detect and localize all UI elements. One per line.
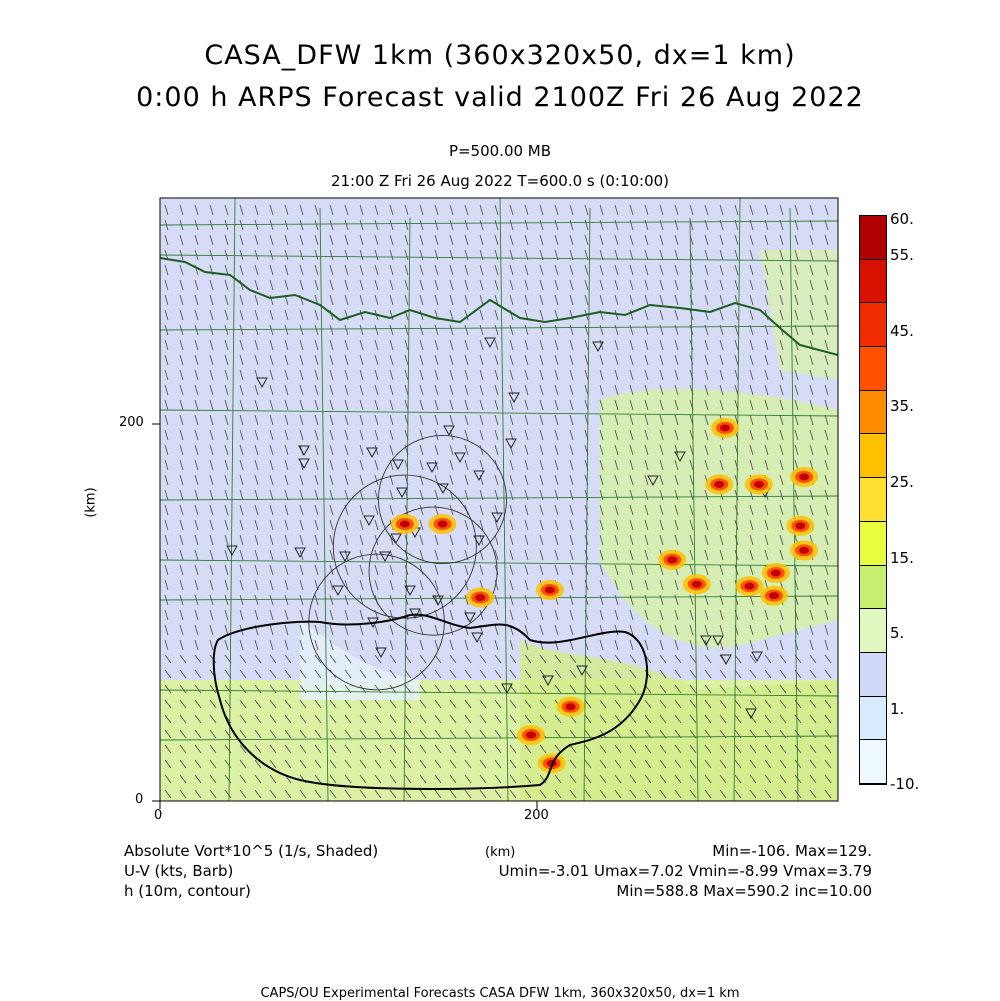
vorticity-core (438, 520, 448, 527)
vorticity-core (799, 473, 809, 480)
chart-title-line1: CASA_DFW 1km (360x320x50, dx=1 km) (204, 40, 796, 71)
colorbar-label: 1. (890, 700, 905, 718)
colorbar-swatch (860, 697, 886, 741)
vorticity-maximum (557, 697, 585, 717)
vorticity-maximum (536, 580, 564, 600)
plot-area (160, 198, 838, 801)
vorticity-core (714, 481, 724, 488)
barb-variable-label: U-V (kts, Barb) (124, 862, 234, 880)
vorticity-core (526, 732, 536, 739)
x-tick-label-200: 200 (524, 808, 549, 823)
vorticity-core (400, 520, 410, 527)
colorbar-label: 15. (890, 549, 914, 567)
vorticity-maximum (735, 576, 763, 596)
vorticity-maximum (466, 587, 494, 607)
colorbar-label: 35. (890, 397, 914, 415)
vorticity-core (692, 581, 702, 588)
colorbar-label: 45. (890, 322, 914, 340)
y-axis-label: (km) (83, 487, 99, 518)
y-tick-label-200: 200 (119, 415, 144, 430)
contour-variable-label: h (10m, contour) (124, 882, 251, 900)
colorbar-swatch (860, 347, 886, 391)
vorticity-maximum (683, 574, 711, 594)
vorticity-maximum (745, 474, 773, 494)
vorticity-maximum (705, 474, 733, 494)
vorticity-core (795, 522, 805, 529)
vorticity-maximum (760, 586, 788, 606)
vorticity-maximum (429, 514, 457, 534)
colorbar-swatch (860, 434, 886, 478)
chart-title-line2: 0:00 h ARPS Forecast valid 2100Z Fri 26 Aug 2022 (136, 82, 864, 113)
vorticity-maximum (391, 514, 419, 534)
vorticity-maximum (711, 418, 739, 438)
vorticity-maximum (790, 467, 818, 487)
colorbar-swatch (860, 478, 886, 522)
valid-time-label: 21:00 Z Fri 26 Aug 2022 T=600.0 s (0:10:00) (330, 172, 670, 190)
colorbar-swatch (860, 303, 886, 347)
colorbar-swatch (860, 566, 886, 610)
vorticity-core (667, 556, 677, 563)
y-tick-label-0: 0 (135, 792, 144, 807)
colorbar-swatch (860, 260, 886, 304)
x-axis-label: (km) (485, 845, 516, 860)
vorticity-maximum (517, 725, 545, 745)
shading-variable-label: Absolute Vort*10^5 (1/s, Shaded) (124, 842, 379, 860)
vorticity-core (754, 481, 764, 488)
colorbar-swatch (860, 740, 886, 784)
vorticity-maximum (790, 540, 818, 560)
colorbar-swatch (860, 391, 886, 435)
vorticity-core (769, 592, 779, 599)
vorticity-core (744, 583, 754, 590)
x-tick-label-0: 0 (154, 808, 163, 823)
vorticity-core (545, 586, 555, 593)
vorticity-core (720, 424, 730, 431)
colorbar-label: 5. (890, 624, 905, 642)
vorticity-maximum (762, 563, 790, 583)
colorbar-label: 55. (890, 246, 914, 264)
pressure-level-label: P=500.00 MB (448, 142, 552, 160)
wind-minmax: Umin=-3.01 Umax=7.02 Vmin=-8.99 Vmax=3.79 (498, 862, 872, 880)
contour-minmax: Min=588.8 Max=590.2 inc=10.00 (616, 882, 872, 900)
credit-line: CAPS/OU Experimental Forecasts CASA DFW 1km, 360x320x50, dx=1 km (260, 986, 740, 1001)
colorbar-swatch (860, 522, 886, 566)
colorbar-label: 25. (890, 473, 914, 491)
colorbar-swatch (860, 609, 886, 653)
shading-minmax: Min=-106. Max=129. (712, 842, 872, 860)
colorbar-label: -10. (890, 775, 920, 793)
vorticity-core (475, 594, 485, 601)
vorticity-core (566, 703, 576, 710)
vorticity-maximum (786, 516, 814, 536)
colorbar-swatch (860, 216, 886, 260)
vorticity-core (799, 547, 809, 554)
vorticity-core (771, 569, 781, 576)
colorbar-swatch (860, 653, 886, 697)
vorticity-maximum (658, 550, 686, 570)
colorbar-label: 60. (890, 210, 914, 228)
colorbar (859, 215, 887, 785)
